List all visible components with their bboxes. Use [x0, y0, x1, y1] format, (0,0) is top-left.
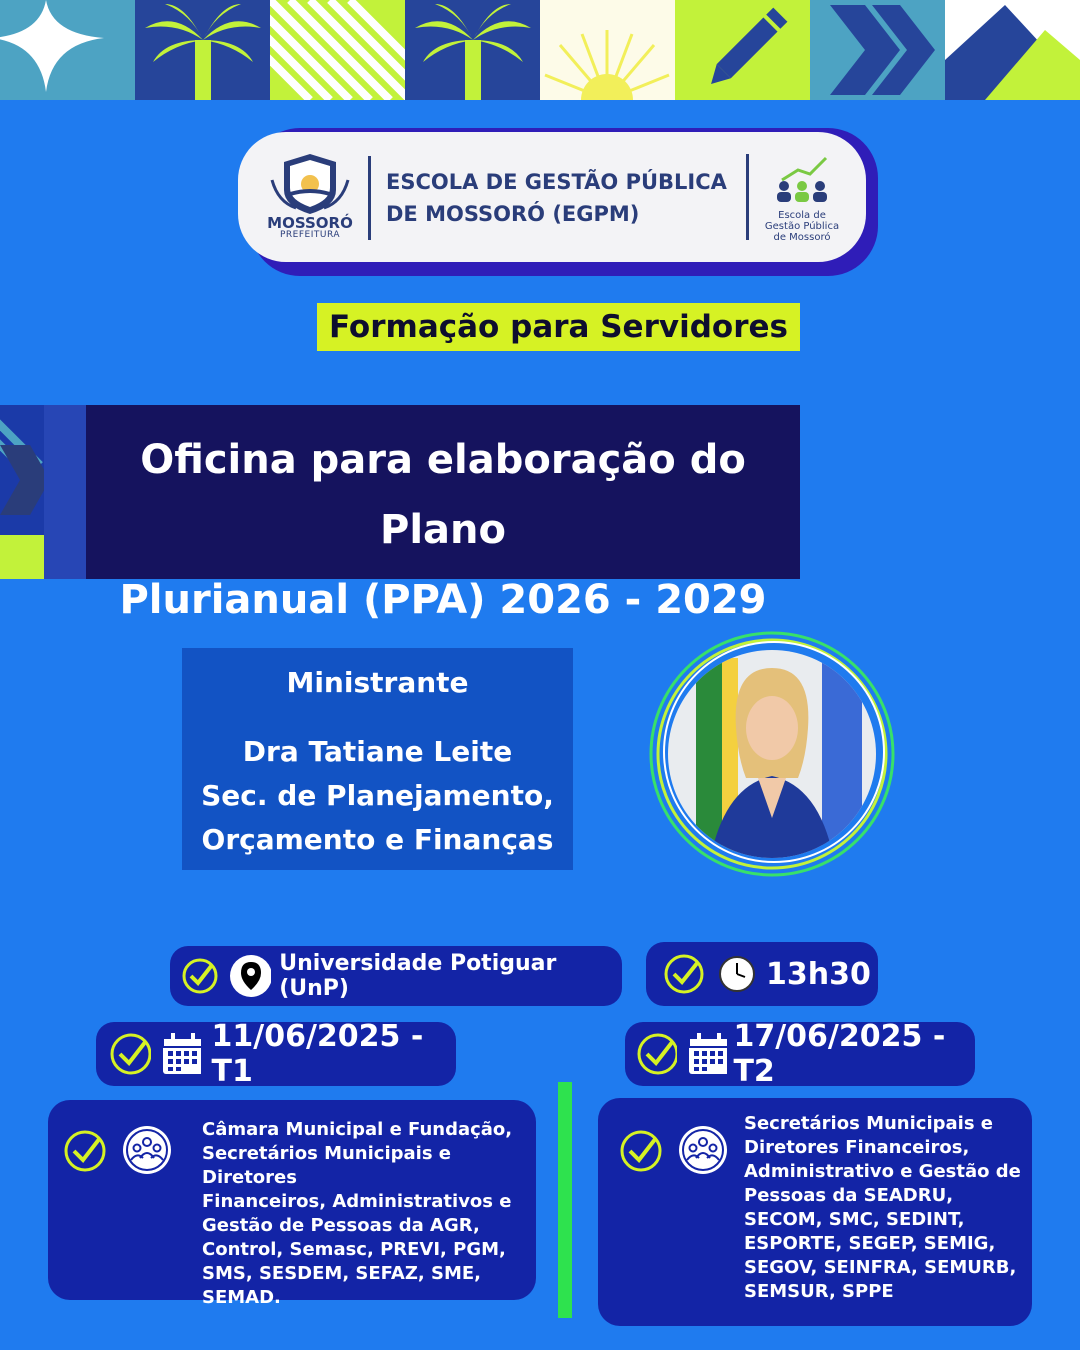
subtitle-banner: Formação para Servidores	[317, 303, 800, 351]
header-divider-right	[746, 154, 749, 240]
audience-t1-line: SEMAD.	[202, 1287, 281, 1308]
egpm-logo-line3: de Mossoró	[773, 232, 831, 243]
ministrante-role-line2: Orçamento e Finanças	[201, 823, 554, 856]
audience-t2-line: SEGOV, SEINFRA, SEMURB,	[744, 1257, 1017, 1278]
location-pin-icon	[229, 954, 272, 998]
check-icon	[618, 1128, 664, 1174]
audience-t2-box	[598, 1098, 1032, 1326]
ministrante-heading: Ministrante	[286, 666, 469, 699]
date-t2-text: 17/06/2025 - T2	[733, 1019, 946, 1089]
pencil-tile	[675, 0, 810, 100]
clock-icon	[718, 955, 756, 993]
audience-t1-line: Secretários Municipais e Diretores	[202, 1143, 452, 1188]
group-icon	[677, 1124, 729, 1176]
check-icon	[108, 1031, 151, 1077]
speaker-photo	[646, 628, 898, 880]
check-icon	[662, 952, 706, 996]
egpm-logo-line2: Gestão Pública	[764, 221, 840, 232]
stripes-tile	[270, 0, 405, 100]
date-t1-text: 11/06/2025 - T1	[211, 1019, 424, 1089]
check-icon	[180, 956, 219, 996]
school-title-line2: DE MOSSORÓ (EGPM)	[386, 202, 640, 226]
palm-tree-tile	[405, 0, 540, 100]
audience-t2-list	[744, 1112, 1028, 1304]
audience-t2-line: Administrativo e Gestão de	[744, 1161, 1021, 1182]
audience-t2-line: Secretários Municipais e	[744, 1113, 994, 1134]
sun-tile	[540, 0, 675, 100]
check-icon	[635, 1031, 677, 1077]
mountain-tile	[945, 0, 1080, 100]
audience-t2-line: ESPORTE, SEGEP, SEMIG,	[744, 1233, 996, 1254]
ministrante-role-line1: Sec. de Planejamento,	[201, 779, 554, 812]
header-divider-left	[368, 156, 371, 240]
mossoro-logo-text: MOSSORÓ	[267, 214, 353, 232]
ministrante-box	[182, 648, 573, 870]
audience-t1-box	[48, 1100, 536, 1308]
title-decoration	[0, 405, 86, 579]
audience-t1-line: Gestão de Pessoas da AGR,	[202, 1215, 480, 1236]
time-text: 13h30	[766, 956, 871, 992]
chevron-tile	[810, 0, 945, 100]
audience-t2-line: Pessoas da SEADRU,	[744, 1185, 954, 1206]
event-title-line2: Plurianual (PPA) 2026 - 2029	[119, 577, 767, 623]
school-title	[386, 166, 746, 230]
egpm-logo-line1: Escola de	[778, 210, 826, 221]
audience-t2-line: SEMSUR, SPPE	[744, 1281, 894, 1302]
date-t1-pill	[96, 1019, 456, 1089]
school-title-line1: ESCOLA DE GESTÃO PÚBLICA	[386, 170, 727, 194]
calendar-icon	[687, 1032, 727, 1076]
audience-t2-line: Diretores Financeiros,	[744, 1137, 970, 1158]
sparkle-tile	[0, 0, 135, 100]
green-divider	[558, 1082, 572, 1318]
egpm-logo-text	[756, 210, 848, 243]
audience-t1-line: SMS, SESDEM, SEFAZ, SME,	[202, 1263, 482, 1284]
event-title-line1: Oficina para elaboração do Plano	[140, 437, 746, 553]
calendar-icon	[161, 1032, 202, 1076]
date-t2-pill	[625, 1019, 975, 1089]
location-pill	[170, 946, 622, 1006]
check-icon	[62, 1128, 108, 1174]
location-text: Universidade Potiguar (UnP)	[279, 951, 557, 1001]
audience-t2-line: SECOM, SMC, SEDINT,	[744, 1209, 965, 1230]
event-title	[86, 405, 800, 623]
palm-tree-tile	[135, 0, 270, 100]
audience-t1-line: Control, Semasc, PREVI, PGM,	[202, 1239, 506, 1260]
group-icon	[121, 1124, 173, 1176]
audience-t1-list	[202, 1118, 532, 1310]
audience-t1-line: Câmara Municipal e Fundação,	[202, 1119, 513, 1140]
audience-t1-line: Financeiros, Administrativos e	[202, 1191, 512, 1212]
egpm-people-icon	[770, 152, 834, 208]
top-pattern-banner	[0, 0, 1080, 100]
prefeitura-logo-text: PREFEITURA	[279, 230, 340, 240]
ministrante-name: Dra Tatiane Leite	[242, 735, 513, 768]
time-pill	[646, 942, 878, 1006]
